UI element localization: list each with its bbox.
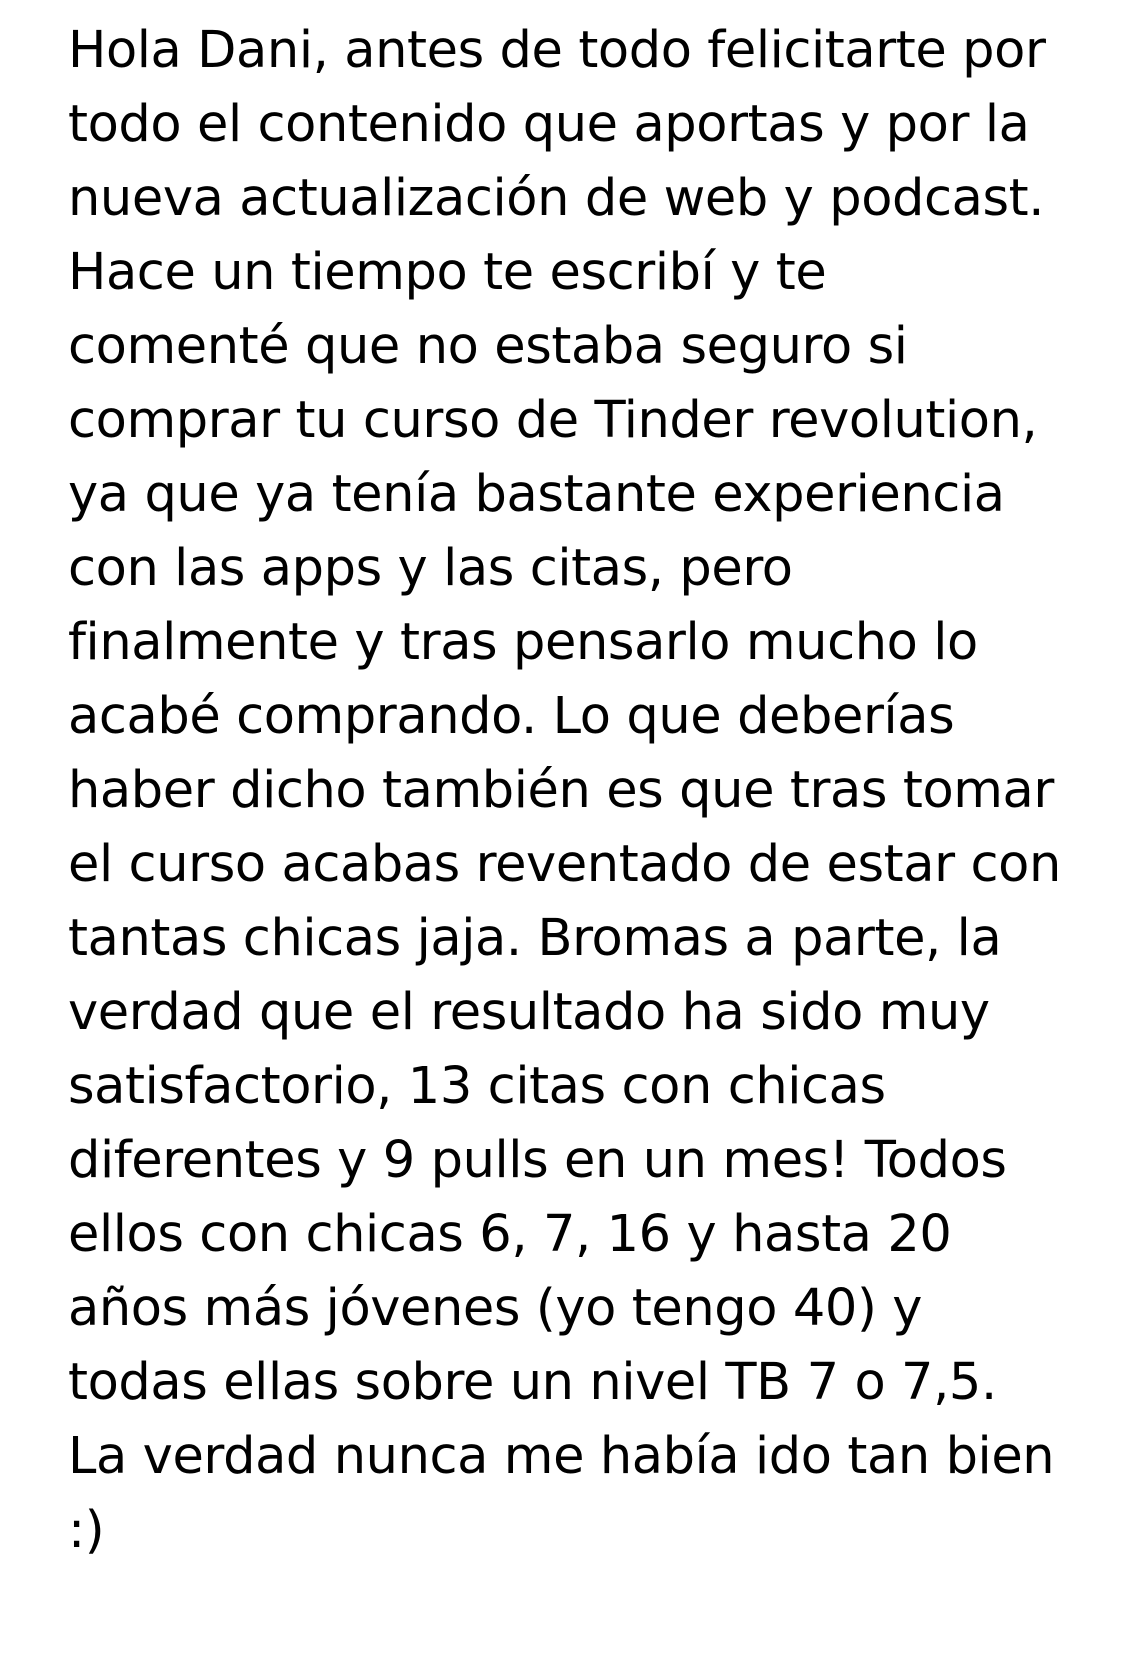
message-body-text: Hola Dani, antes de todo felicitarte por todo el contenido que aportas y por la nueva actualización de web y podcast. Hace un tiempo te escribí y te comenté que no estaba seguro si comprar tu curso de Tinder revolution, ya que ya tenía bastante experiencia con las apps y las citas, pero finalmente y tras pensarlo mucho lo acabé comprando. Lo que deberías haber dicho también es que tras tomar el curso acabas reventado de estar con tantas chicas jaja. Bromas a parte, la verdad que el resultado ha sido muy satisfactorio, 13 citas con chicas diferentes y 9 pulls en un mes! Todos ellos con chicas 6, 7, 16 y hasta 20 años más jóvenes (yo tengo 40) y todas ellas sobre un nivel TB 7 o 7,5. La verdad nunca me había ido tan bien :) (68, 21, 1077, 1560)
